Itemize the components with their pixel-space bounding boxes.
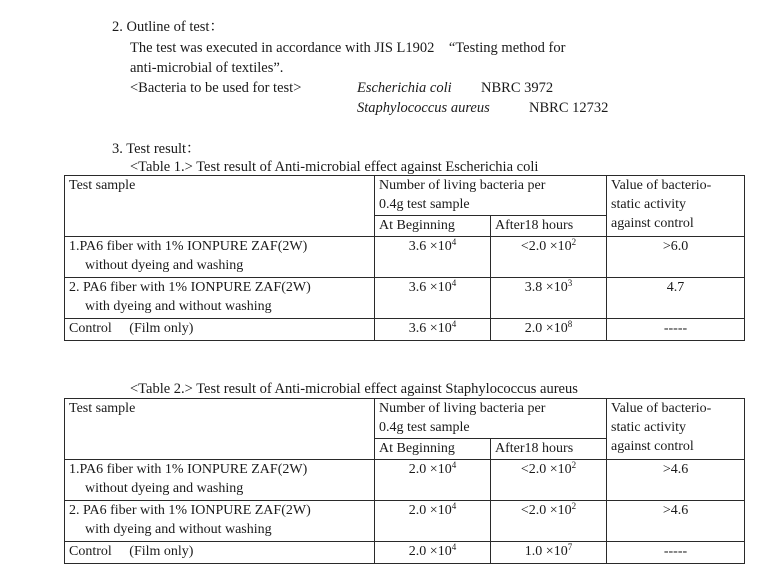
value-cell: >6.0 bbox=[607, 237, 745, 278]
header-living-bacteria: Number of living bacteria per 0.4g test sample bbox=[375, 399, 607, 439]
sample-cell: Control (Film only) bbox=[65, 319, 375, 341]
header-living-bacteria: Number of living bacteria per 0.4g test sample bbox=[375, 176, 607, 216]
after-cell: $2.0 \times 10^8$ bbox=[491, 319, 607, 341]
table-1-caption: <Table 1.> Test result of Anti-microbial effect against Escherichia coli bbox=[130, 159, 539, 175]
section-3-heading: 3. Test result： bbox=[112, 141, 201, 157]
bacteria-label: <Bacteria to be used for test> bbox=[130, 80, 302, 96]
header-bacteriostatic-value: Value of bacterio- static activity against control bbox=[607, 176, 745, 237]
sample-cell: 1.PA6 fiber with 1% IONPURE ZAF(2W) without dyeing and washing bbox=[65, 460, 375, 501]
table-row bbox=[65, 501, 745, 542]
results-table-2 bbox=[64, 398, 745, 564]
beginning-cell: $3.6 \times 10^4$ bbox=[375, 319, 491, 341]
sample-cell: 2. PA6 fiber with 1% IONPURE ZAF(2W) with dyeing and without washing bbox=[65, 501, 375, 542]
sample-cell: 1.PA6 fiber with 1% IONPURE ZAF(2W) without dyeing and washing bbox=[65, 237, 375, 278]
after-cell: $<2.0 \times 10^2$ bbox=[491, 237, 607, 278]
header-at-beginning: At Beginning bbox=[375, 439, 491, 460]
header-at-beginning: At Beginning bbox=[375, 216, 491, 237]
sample-cell: Control (Film only) bbox=[65, 542, 375, 564]
value-cell: 4.7 bbox=[607, 278, 745, 319]
header-after-18-hours: After18 hours bbox=[491, 439, 607, 460]
table-row bbox=[65, 542, 745, 564]
value-cell: ----- bbox=[607, 319, 745, 341]
section-2-heading: 2. Outline of test： bbox=[112, 19, 224, 35]
beginning-cell: $3.6 \times 10^4$ bbox=[375, 278, 491, 319]
header-test-sample: Test sample bbox=[65, 176, 375, 237]
header-bacteriostatic-value: Value of bacterio- static activity against control bbox=[607, 399, 745, 460]
table-row bbox=[65, 278, 745, 319]
bacteria-1-strain: NBRC 3972 bbox=[481, 80, 554, 96]
beginning-cell: $2.0 \times 10^4$ bbox=[375, 460, 491, 501]
sample-cell: 2. PA6 fiber with 1% IONPURE ZAF(2W) with dyeing and without washing bbox=[65, 278, 375, 319]
table-2-caption: <Table 2.> Test result of Anti-microbial effect against Staphylococcus aureus bbox=[130, 381, 578, 397]
bacteria-2-strain: NBRC 12732 bbox=[529, 100, 609, 116]
table-row bbox=[65, 319, 745, 341]
bacteria-1-name: Escherichia coli bbox=[357, 80, 452, 96]
section-2-body-line-1: The test was executed in accordance with JIS L1902 “Testing method for bbox=[130, 40, 566, 56]
table-row bbox=[65, 237, 745, 278]
beginning-cell: $2.0 \times 10^4$ bbox=[375, 542, 491, 564]
after-cell: $<2.0 \times 10^2$ bbox=[491, 501, 607, 542]
bacteria-2-name: Staphylococcus aureus bbox=[357, 100, 490, 116]
beginning-cell: $3.6 \times 10^4$ bbox=[375, 237, 491, 278]
value-cell: ----- bbox=[607, 542, 745, 564]
value-cell: >4.6 bbox=[607, 501, 745, 542]
section-2-body-line-2: anti-microbial of textiles”. bbox=[130, 60, 284, 76]
after-cell: $3.8 \times 10^3$ bbox=[491, 278, 607, 319]
header-test-sample: Test sample bbox=[65, 399, 375, 460]
beginning-cell: $2.0 \times 10^4$ bbox=[375, 501, 491, 542]
table-row bbox=[65, 460, 745, 501]
after-cell: $1.0 \times 10^7$ bbox=[491, 542, 607, 564]
value-cell: >4.6 bbox=[607, 460, 745, 501]
results-table-1 bbox=[64, 175, 745, 341]
header-after-18-hours: After18 hours bbox=[491, 216, 607, 237]
after-cell: $<2.0 \times 10^2$ bbox=[491, 460, 607, 501]
